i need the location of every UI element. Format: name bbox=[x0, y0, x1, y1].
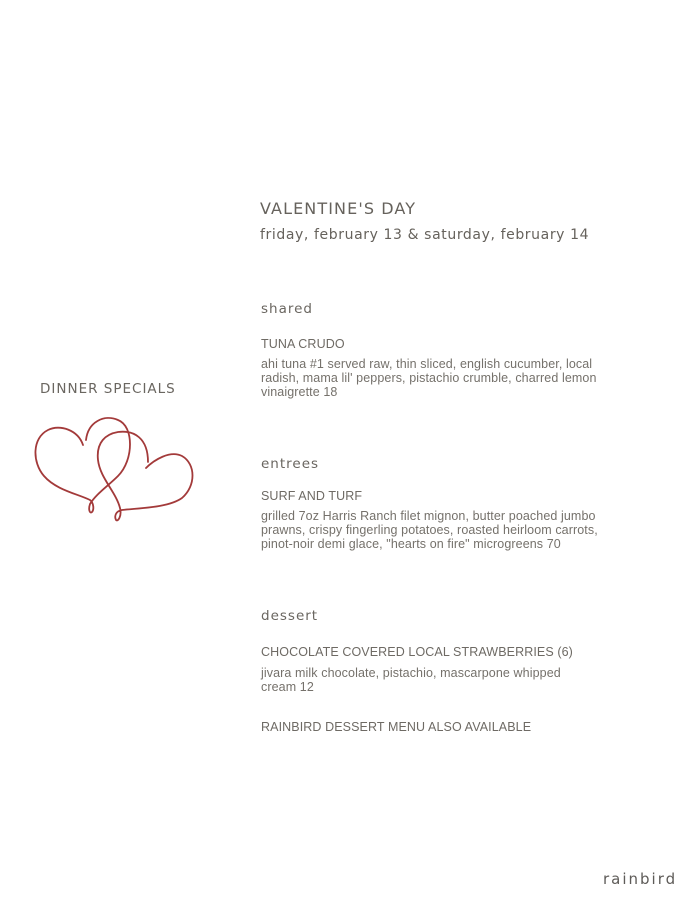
menu-item-title: TUNA CRUDO bbox=[261, 337, 345, 351]
section-heading-shared: shared bbox=[261, 301, 313, 317]
event-dates: friday, february 13 & saturday, february 14 bbox=[260, 227, 590, 243]
dinner-specials-label: DINNER SPECIALS bbox=[40, 381, 176, 397]
menu-item-description: jivara milk chocolate, pistachio, mascarpone whipped cream 12 bbox=[261, 666, 561, 694]
dessert-menu-note: RAINBIRD DESSERT MENU ALSO AVAILABLE bbox=[261, 720, 532, 734]
rainbird-logo: rainbird bbox=[603, 870, 678, 888]
menu-item-description: ahi tuna #1 served raw, thin sliced, english cucumber, local radish, mama lil' peppers, pistachio crumble, charred lemon vinaigrette 18 bbox=[261, 357, 597, 399]
page-title: VALENTINE'S DAY bbox=[260, 199, 417, 218]
menu-item-title: SURF AND TURF bbox=[261, 489, 363, 503]
section-heading-entrees: entrees bbox=[261, 456, 320, 472]
menu-item-description: grilled 7oz Harris Ranch filet mignon, butter poached jumbo prawns, crispy fingerling potatoes, roasted heirloom carrots, pinot-noir demi glace, "hearts on fire" microgreens 70 bbox=[261, 509, 598, 551]
section-heading-dessert: dessert bbox=[261, 608, 319, 624]
intertwined-hearts-icon bbox=[30, 412, 200, 524]
menu-item-title: CHOCOLATE COVERED LOCAL STRAWBERRIES (6) bbox=[261, 645, 573, 659]
